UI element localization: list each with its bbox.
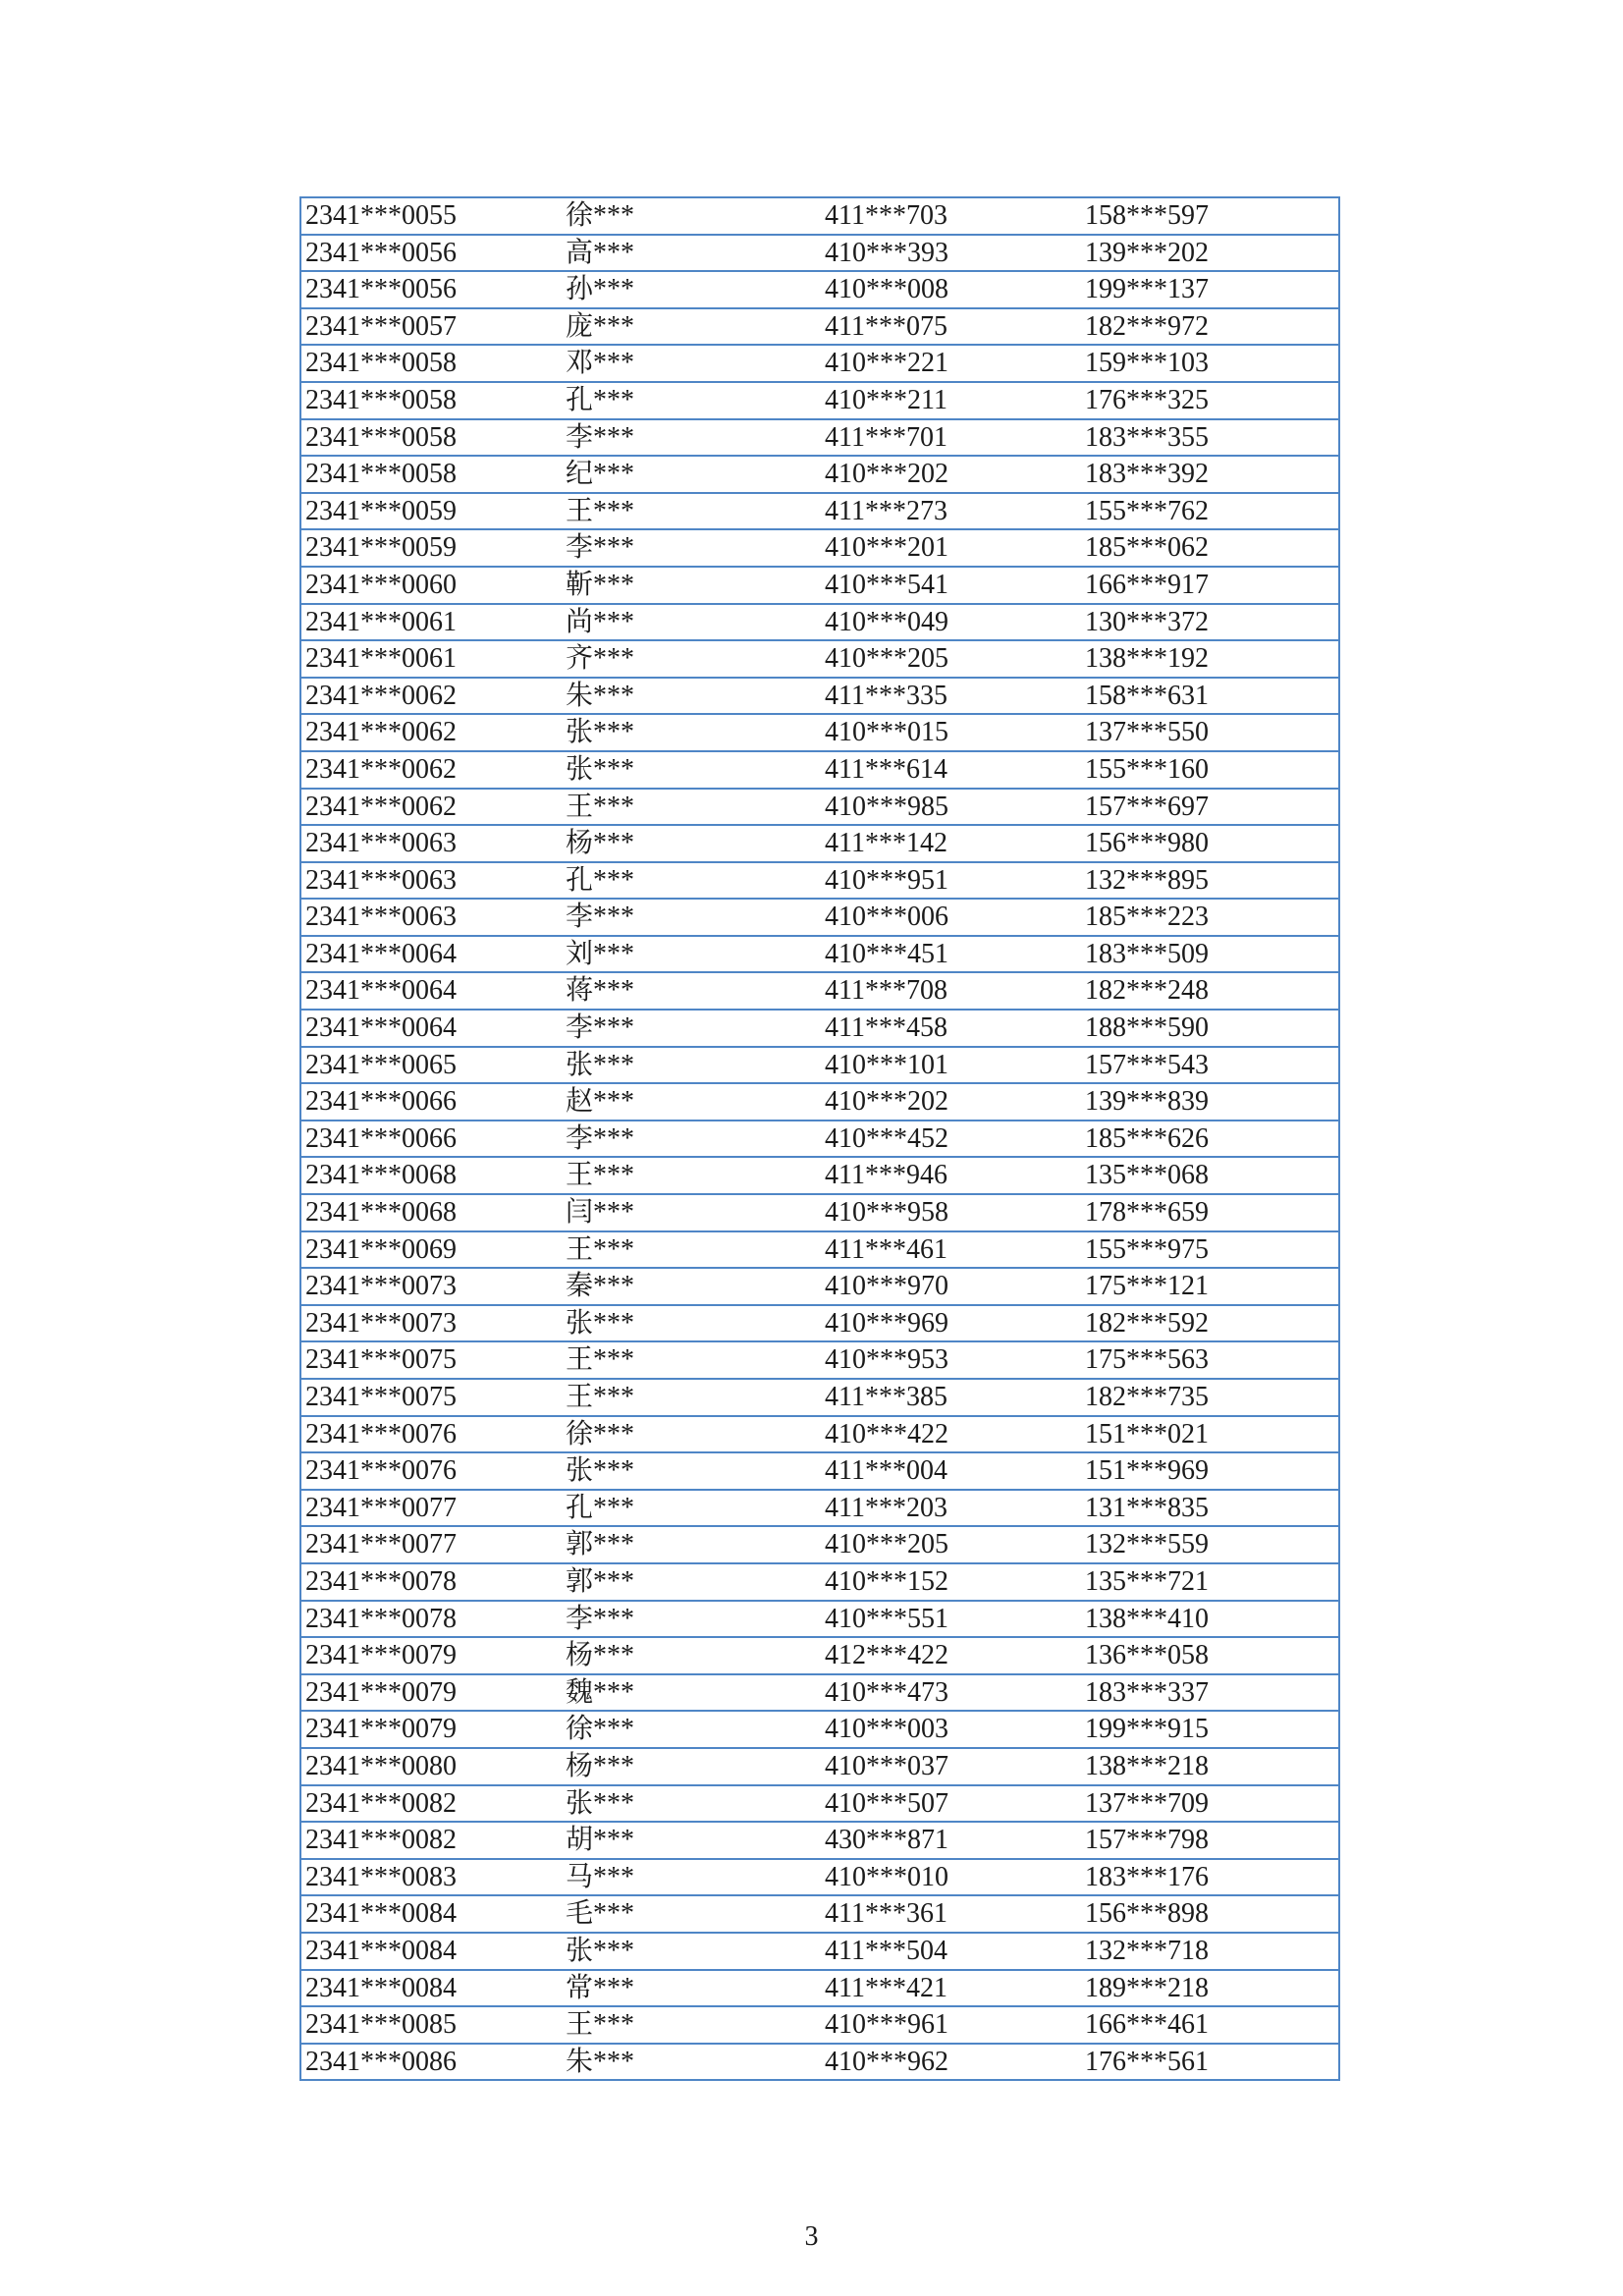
name-cell: 尚*** [562,604,821,641]
id-card-cell: 410***507 [821,1785,1081,1823]
id-card-cell: 410***985 [821,789,1081,826]
id-card-cell: 410***010 [821,1859,1081,1896]
name-cell: 胡*** [562,1822,821,1859]
id-card-cell: 411***142 [821,825,1081,862]
name-cell: 庞*** [562,308,821,346]
table-row [300,714,1339,751]
table-row [300,419,1339,457]
table-row [300,1895,1339,1933]
registration-id-cell: 2341***0083 [300,1859,562,1896]
phone-cell: 139***839 [1081,1083,1339,1121]
id-card-cell: 411***361 [821,1895,1081,1933]
registration-id-cell: 2341***0058 [300,382,562,419]
name-cell: 王*** [562,1379,821,1416]
table-row [300,1711,1339,1748]
name-cell: 纪*** [562,456,821,493]
name-cell: 李*** [562,419,821,457]
table-row [300,1490,1339,1527]
id-card-cell: 410***393 [821,235,1081,272]
table-row [300,1452,1339,1490]
table-row [300,1748,1339,1785]
table-row [300,2006,1339,2044]
phone-cell: 199***915 [1081,1711,1339,1748]
name-cell: 朱*** [562,2044,821,2081]
table-row [300,2044,1339,2081]
name-cell: 张*** [562,714,821,751]
registration-id-cell: 2341***0056 [300,235,562,272]
id-card-cell: 410***205 [821,1526,1081,1563]
id-card-cell: 410***422 [821,1416,1081,1453]
phone-cell: 182***592 [1081,1305,1339,1342]
name-cell: 蒋*** [562,972,821,1010]
registration-id-cell: 2341***0084 [300,1933,562,1970]
table-row [300,235,1339,272]
registration-id-cell: 2341***0059 [300,493,562,530]
phone-cell: 136***058 [1081,1637,1339,1674]
phone-cell: 188***590 [1081,1010,1339,1047]
id-card-cell: 410***152 [821,1563,1081,1601]
table-row [300,1970,1339,2007]
table-row [300,825,1339,862]
id-card-cell: 410***541 [821,567,1081,604]
phone-cell: 156***980 [1081,825,1339,862]
id-card-cell: 411***004 [821,1452,1081,1490]
registration-id-cell: 2341***0073 [300,1268,562,1305]
registration-id-cell: 2341***0064 [300,936,562,973]
table-row [300,567,1339,604]
registration-id-cell: 2341***0085 [300,2006,562,2044]
name-cell: 张*** [562,1933,821,1970]
registration-id-cell: 2341***0076 [300,1452,562,1490]
registration-id-cell: 2341***0084 [300,1895,562,1933]
id-card-cell: 410***951 [821,862,1081,900]
phone-cell: 189***218 [1081,1970,1339,2007]
table-row [300,345,1339,382]
phone-cell: 166***461 [1081,2006,1339,2044]
id-card-cell: 411***701 [821,419,1081,457]
registration-id-cell: 2341***0066 [300,1121,562,1158]
phone-cell: 185***626 [1081,1121,1339,1158]
id-card-cell: 411***458 [821,1010,1081,1047]
table-row [300,1157,1339,1194]
phone-cell: 132***559 [1081,1526,1339,1563]
table-row [300,1563,1339,1601]
registration-id-cell: 2341***0055 [305,200,457,231]
table-row [300,308,1339,346]
phone-cell: 176***325 [1081,382,1339,419]
id-card-cell: 411***385 [821,1379,1081,1416]
table-row [300,529,1339,567]
phone-cell: 130***372 [1081,604,1339,641]
registration-id-cell: 2341***0069 [300,1231,562,1269]
id-card-cell: 410***969 [821,1305,1081,1342]
phone-cell: 157***543 [1081,1047,1339,1084]
registration-id-cell: 2341***0075 [300,1341,562,1379]
roster-table [299,196,1340,2081]
registration-id-cell: 2341***0084 [300,1970,562,2007]
registration-id-cell: 2341***0063 [300,862,562,900]
name-cell: 靳*** [562,567,821,604]
phone-cell: 132***895 [1081,862,1339,900]
id-card-cell: 411***075 [821,308,1081,346]
name-cell: 孔*** [562,382,821,419]
page-number: 3 [804,2221,819,2252]
registration-id-cell: 2341***0077 [300,1526,562,1563]
phone-cell: 183***392 [1081,456,1339,493]
id-card-cell: 411***614 [821,751,1081,789]
phone-cell: 176***561 [1081,2044,1339,2081]
registration-id-cell: 2341***0058 [300,419,562,457]
id-card-cell: 410***008 [821,271,1081,308]
phone-cell: 183***176 [1081,1859,1339,1896]
registration-id-cell: 2341***0061 [300,640,562,678]
name-cell: 张*** [562,1452,821,1490]
registration-id-cell: 2341***0068 [300,1157,562,1194]
name-cell: 徐*** [566,200,635,231]
table-row [300,197,1339,235]
name-cell: 邓*** [562,345,821,382]
phone-cell: 137***550 [1081,714,1339,751]
table-row [300,1526,1339,1563]
id-card-cell: 410***473 [821,1674,1081,1712]
roster-table-body [300,197,1339,2080]
registration-id-cell: 2341***0062 [300,714,562,751]
table-row [300,1637,1339,1674]
phone-cell: 138***410 [1081,1601,1339,1638]
phone-cell: 185***223 [1081,899,1339,936]
phone-cell: 182***248 [1081,972,1339,1010]
name-cell: 张*** [562,751,821,789]
id-card-cell: 410***205 [821,640,1081,678]
table-row [300,1859,1339,1896]
registration-id-cell: 2341***0079 [300,1711,562,1748]
name-cell: 朱*** [562,678,821,715]
id-card-cell: 410***049 [821,604,1081,641]
phone-cell: 151***021 [1081,1416,1339,1453]
name-cell: 孔*** [562,1490,821,1527]
table-row [300,640,1339,678]
table-row [300,1010,1339,1047]
name-cell: 李*** [562,1121,821,1158]
table-row [300,604,1339,641]
name-cell: 杨*** [562,1637,821,1674]
id-card-cell: 411***708 [821,972,1081,1010]
table-row [300,1416,1339,1453]
id-card-cell: 410***953 [821,1341,1081,1379]
name-cell: 杨*** [562,1748,821,1785]
id-card-cell: 410***037 [821,1748,1081,1785]
phone-cell: 131***835 [1081,1490,1339,1527]
id-card-cell: 411***504 [821,1933,1081,1970]
registration-id-cell: 2341***0059 [300,529,562,567]
phone-cell: 156***898 [1081,1895,1339,1933]
registration-id-cell: 2341***0086 [300,2044,562,2081]
id-card-cell: 410***451 [821,936,1081,973]
name-cell: 李*** [562,899,821,936]
name-cell: 常*** [562,1970,821,2007]
phone-cell: 185***062 [1081,529,1339,567]
registration-id-cell: 2341***0082 [300,1785,562,1823]
registration-id-cell: 2341***0063 [300,899,562,936]
registration-id-cell: 2341***0058 [300,345,562,382]
id-card-cell: 410***221 [821,345,1081,382]
phone-cell: 183***337 [1081,1674,1339,1712]
table-row [300,1601,1339,1638]
phone-cell: 135***068 [1081,1157,1339,1194]
id-card-cell: 410***015 [821,714,1081,751]
name-cell: 张*** [562,1305,821,1342]
table-row [300,493,1339,530]
name-cell: 刘*** [562,936,821,973]
id-card-cell: 411***461 [821,1231,1081,1269]
phone-cell: 175***121 [1081,1268,1339,1305]
registration-id-cell: 2341***0056 [300,271,562,308]
id-card-cell: 410***003 [821,1711,1081,1748]
name-cell: 张*** [562,1047,821,1084]
id-card-cell: 410***101 [821,1047,1081,1084]
name-cell: 王*** [562,1231,821,1269]
id-card-cell: 410***202 [821,456,1081,493]
registration-id-cell: 2341***0062 [300,751,562,789]
phone-cell: 182***972 [1081,308,1339,346]
name-cell: 李*** [562,529,821,567]
phone-cell: 175***563 [1081,1341,1339,1379]
id-card-cell: 430***871 [821,1822,1081,1859]
table-row [300,1047,1339,1084]
phone-cell: 199***137 [1081,271,1339,308]
id-card-cell: 410***202 [821,1083,1081,1121]
table-row [300,678,1339,715]
registration-id-cell: 2341***0075 [300,1379,562,1416]
table-row [300,936,1339,973]
table-row [300,1121,1339,1158]
phone-cell: 132***718 [1081,1933,1339,1970]
name-cell: 毛*** [562,1895,821,1933]
phone-cell: 137***709 [1081,1785,1339,1823]
registration-id-cell: 2341***0064 [300,972,562,1010]
phone-cell: 158***631 [1081,678,1339,715]
registration-id-cell: 2341***0063 [300,825,562,862]
id-card-cell: 410***551 [821,1601,1081,1638]
name-cell: 李*** [562,1010,821,1047]
table-row [300,1341,1339,1379]
registration-id-cell: 2341***0066 [300,1083,562,1121]
name-cell: 齐*** [562,640,821,678]
table-row [300,751,1339,789]
name-cell: 徐*** [562,1711,821,1748]
id-card-cell: 411***203 [821,1490,1081,1527]
id-card-cell: 412***422 [821,1637,1081,1674]
registration-id-cell: 2341***0079 [300,1674,562,1712]
phone-cell: 178***659 [1081,1194,1339,1231]
name-cell: 王*** [562,1341,821,1379]
name-cell: 魏*** [562,1674,821,1712]
name-cell: 孔*** [562,862,821,900]
id-card-cell: 410***006 [821,899,1081,936]
table-row [300,1194,1339,1231]
phone-cell: 182***735 [1081,1379,1339,1416]
name-cell: 王*** [562,789,821,826]
phone-cell: 155***762 [1081,493,1339,530]
id-card-cell: 411***421 [821,1970,1081,2007]
registration-id-cell: 2341***0079 [300,1637,562,1674]
name-cell: 孙*** [562,271,821,308]
table-row [300,1231,1339,1269]
id-card-cell: 411***335 [821,678,1081,715]
name-cell: 闫*** [562,1194,821,1231]
table-row [300,1785,1339,1823]
phone-cell: 138***218 [1081,1748,1339,1785]
name-cell: 秦*** [562,1268,821,1305]
name-cell: 王*** [562,1157,821,1194]
id-card-cell: 410***211 [821,382,1081,419]
table-row [300,456,1339,493]
phone-cell: 166***917 [1081,567,1339,604]
id-card-cell: 410***961 [821,2006,1081,2044]
registration-id-cell: 2341***0057 [300,308,562,346]
phone-cell: 157***798 [1081,1822,1339,1859]
phone-cell: 135***721 [1081,1563,1339,1601]
registration-id-cell: 2341***0082 [300,1822,562,1859]
table-row [300,1305,1339,1342]
phone-cell: 183***355 [1081,419,1339,457]
registration-id-cell: 2341***0068 [300,1194,562,1231]
name-cell: 郭*** [562,1563,821,1601]
name-cell: 徐*** [562,1416,821,1453]
table-row [300,862,1339,900]
table-row [300,1379,1339,1416]
table-row [300,1268,1339,1305]
registration-id-cell: 2341***0064 [300,1010,562,1047]
name-cell: 张*** [562,1785,821,1823]
phone-cell: 139***202 [1081,235,1339,272]
id-card-cell: 410***452 [821,1121,1081,1158]
id-card-cell: 410***201 [821,529,1081,567]
id-card-cell: 411***703 [825,200,947,231]
registration-id-cell: 2341***0073 [300,1305,562,1342]
phone-cell: 183***509 [1081,936,1339,973]
registration-id-cell: 2341***0061 [300,604,562,641]
registration-id-cell: 2341***0080 [300,1748,562,1785]
phone-cell: 151***969 [1081,1452,1339,1490]
name-cell: 王*** [562,2006,821,2044]
phone-cell: 159***103 [1081,345,1339,382]
phone-cell: 155***975 [1081,1231,1339,1269]
name-cell: 马*** [562,1859,821,1896]
name-cell: 郭*** [562,1526,821,1563]
registration-id-cell: 2341***0060 [300,567,562,604]
name-cell: 赵*** [562,1083,821,1121]
phone-cell: 155***160 [1081,751,1339,789]
table-row [300,972,1339,1010]
name-cell: 高*** [562,235,821,272]
registration-id-cell: 2341***0076 [300,1416,562,1453]
name-cell: 李*** [562,1601,821,1638]
registration-id-cell: 2341***0077 [300,1490,562,1527]
registration-id-cell: 2341***0062 [300,678,562,715]
registration-id-cell: 2341***0078 [300,1601,562,1638]
registration-id-cell: 2341***0078 [300,1563,562,1601]
id-card-cell: 410***970 [821,1268,1081,1305]
table-row [300,1822,1339,1859]
id-card-cell: 411***273 [821,493,1081,530]
table-row [300,1083,1339,1121]
name-cell: 王*** [562,493,821,530]
table-row [300,789,1339,826]
name-cell: 杨*** [562,825,821,862]
phone-cell: 158***597 [1085,200,1209,231]
registration-id-cell: 2341***0065 [300,1047,562,1084]
table-row [300,382,1339,419]
table-row [300,271,1339,308]
table-row [300,1674,1339,1712]
table-row [300,899,1339,936]
id-card-cell: 410***958 [821,1194,1081,1231]
phone-cell: 157***697 [1081,789,1339,826]
id-card-cell: 411***946 [821,1157,1081,1194]
phone-cell: 138***192 [1081,640,1339,678]
registration-id-cell: 2341***0062 [300,789,562,826]
table-row [300,1933,1339,1970]
registration-id-cell: 2341***0058 [300,456,562,493]
id-card-cell: 410***962 [821,2044,1081,2081]
